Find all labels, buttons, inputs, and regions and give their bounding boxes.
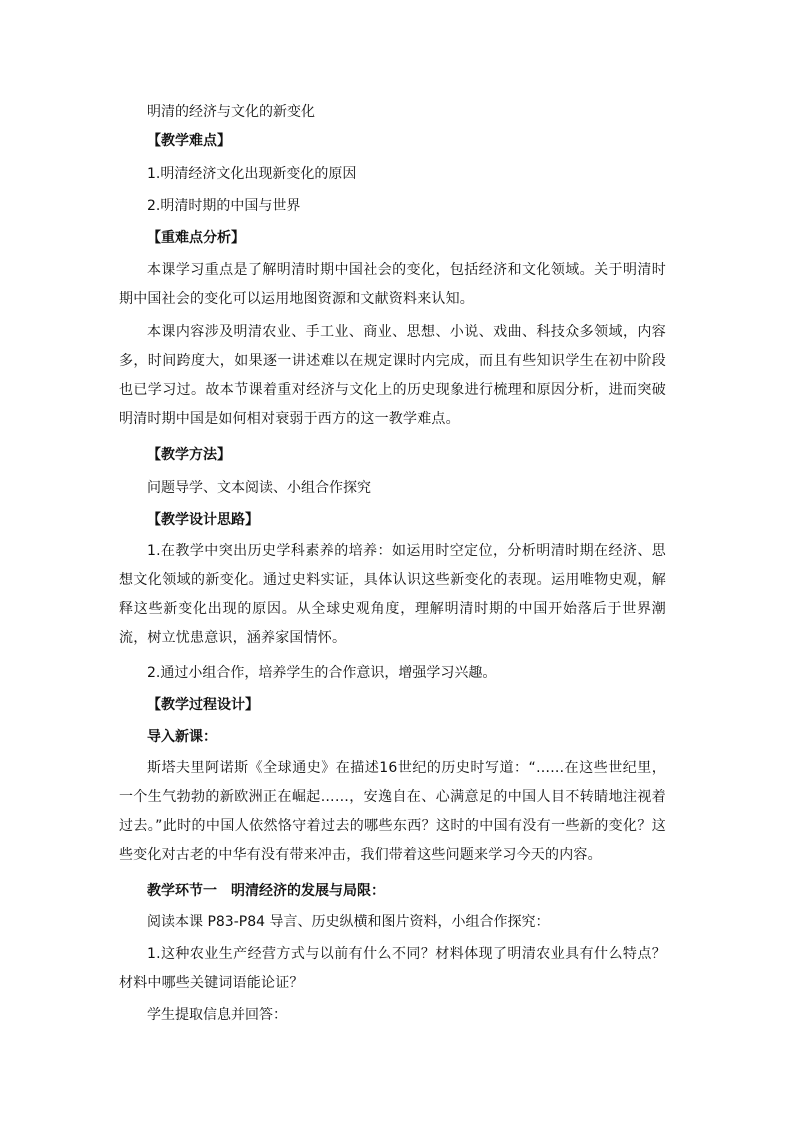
heading-difficulty: 【教学难点】 [147, 133, 231, 149]
heading-method: 【教学方法】 [147, 447, 231, 463]
design-item-2: 2.通过小组合作，培养学生的合作意识，增强学习兴趣。 [147, 665, 497, 681]
analysis-paragraph-1: 本课学习重点是了解明清时期中国社会的变化，包括经济和文化领域。关于明清时期中国社会的变化可以运用地图资源和文献资料来认知。 [119, 262, 666, 307]
document-title: 明清的经济与文化的新变化 [147, 104, 315, 120]
analysis-paragraph-2: 本课内容涉及明清农业、手工业、商业、思想、小说、戏曲、科技众多领域，内容多，时间跨度大，如果逐一讲述难以在规定课时内完成，而且有些知识学生在初中阶段也已学习过。故本节课着重对经济与文化上的历史现象进行梳理和原因分析，进而突破明清时期中国是如何相对衰弱于西方的这一教学难点。 [119, 324, 666, 427]
section1-question-1: 1.这种农业生产经营方式与以前有什么不同？材料体现了明清农业具有什么特点？材料中哪些关键词语能论证？ [119, 946, 666, 991]
heading-process: 【教学过程设计】 [147, 697, 259, 713]
intro-text: 斯塔夫里阿诺斯《全球通史》在描述16世纪的历史时写道：“……在这些世纪里，一个生气勃勃的新欧洲正在崛起……，安逸自在、心满意足的中国人目不转睛地注视着过去。”此时的中国人依然恪守着过去的哪些东西？这时的中国有没有一些新的变化？这些变化对古老的中华有没有带来冲击，我们带着这些问题来学习今天的内容。 [119, 760, 666, 863]
intro-heading: 导入新课： [147, 729, 217, 745]
design-item-1: 1.在教学中突出历史学科素养的培养：如运用时空定位，分析明清时期在经济、思想文化领域的新变化。通过史料实证，具体认识这些新变化的表现。运用唯物史观，解释这些新变化出现的原因。从全球史观角度，理解明清时期的中国开始落后于世界潮流，树立忧患意识，涵养家国情怀。 [119, 543, 666, 646]
difficulty-item-1: 1.明清经济文化出现新变化的原因 [147, 166, 357, 182]
heading-analysis: 【重难点分析】 [147, 230, 245, 246]
method-text: 问题导学、文本阅读、小组合作探究 [147, 480, 371, 496]
section1-heading: 教学环节一 明清经济的发展与局限： [147, 883, 385, 899]
section1-read: 阅读本课 P83-P84 导言、历史纵横和图片资料，小组合作探究： [147, 914, 550, 930]
section1-answer: 学生提取信息并回答： [147, 1007, 287, 1023]
difficulty-item-2: 2.明清时期的中国与世界 [147, 198, 301, 214]
heading-design: 【教学设计思路】 [147, 512, 259, 528]
